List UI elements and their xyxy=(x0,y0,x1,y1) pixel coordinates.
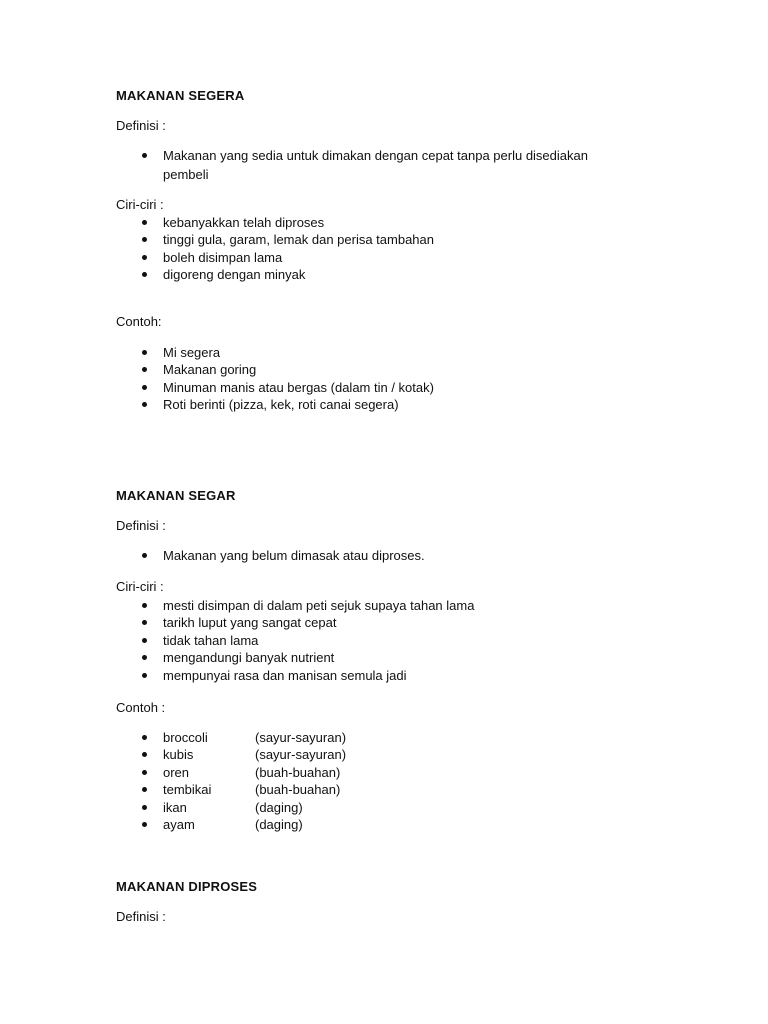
list-item: tinggi gula, garam, lemak dan perisa tambahan xyxy=(0,231,768,248)
section-title-makanan-segera: MAKANAN SEGERA xyxy=(116,88,245,103)
list-item: mempunyai rasa dan manisan semula jadi xyxy=(0,667,768,684)
examples-label: Contoh : xyxy=(116,700,166,715)
list-item: tarikh luput yang sangat cepat xyxy=(0,614,768,631)
list-item: mengandungi banyak nutrient xyxy=(0,649,768,666)
list-item xyxy=(0,816,768,833)
list-item: Makanan yang belum dimasak atau diproses. xyxy=(0,547,768,564)
example-category: (buah-buahan) xyxy=(255,782,341,798)
definition-label: Definisi : xyxy=(116,118,166,133)
examples-list xyxy=(0,729,768,833)
example-name: broccoli xyxy=(163,730,208,745)
list-item xyxy=(0,746,768,763)
list-item: Makanan yang sedia untuk dimakan dengan cepat tanpa perlu disediakan pembeli xyxy=(0,146,633,184)
example-category: (sayur-sayuran) xyxy=(255,747,347,763)
list-item xyxy=(0,781,768,798)
list-item: Makanan goring xyxy=(0,361,768,378)
example-category: (buah-buahan) xyxy=(255,764,341,780)
example-name: ikan xyxy=(163,799,187,815)
examples-label: Contoh: xyxy=(116,314,162,329)
features-label: Ciri-ciri : xyxy=(116,197,164,212)
list-item xyxy=(0,799,768,816)
list-item: digoreng dengan minyak xyxy=(0,266,768,283)
definition-list xyxy=(0,547,768,564)
example-category: (daging) xyxy=(255,799,303,815)
example-name: oren xyxy=(163,764,190,780)
example-name: kubis xyxy=(163,747,194,763)
definition-label: Definisi : xyxy=(116,518,166,533)
example-category: (daging) xyxy=(255,816,303,832)
definition-label: Definisi : xyxy=(116,909,166,924)
section-title-makanan-segar: MAKANAN SEGAR xyxy=(116,488,236,503)
features-list xyxy=(0,214,768,284)
list-item: mesti disimpan di dalam peti sejuk supaya tahan lama xyxy=(0,597,768,614)
example-name: tembikai xyxy=(163,782,212,798)
list-item: kebanyakkan telah diproses xyxy=(0,214,768,231)
list-item: Mi segera xyxy=(0,344,768,361)
list-item: boleh disimpan lama xyxy=(0,249,768,266)
example-category: (sayur-sayuran) xyxy=(255,730,347,745)
features-label: Ciri-ciri : xyxy=(116,579,164,594)
definition-list xyxy=(0,146,768,184)
example-name: ayam xyxy=(163,816,195,832)
list-item: Roti berinti (pizza, kek, roti canai segera) xyxy=(0,396,768,413)
examples-list xyxy=(0,344,768,414)
list-item: Minuman manis atau bergas (dalam tin / kotak) xyxy=(0,379,768,396)
section-title-makanan-diproses: MAKANAN DIPROSES xyxy=(116,879,258,894)
list-item: tidak tahan lama xyxy=(0,632,768,649)
list-item xyxy=(0,764,768,781)
features-list xyxy=(0,597,768,684)
list-item xyxy=(0,729,768,746)
